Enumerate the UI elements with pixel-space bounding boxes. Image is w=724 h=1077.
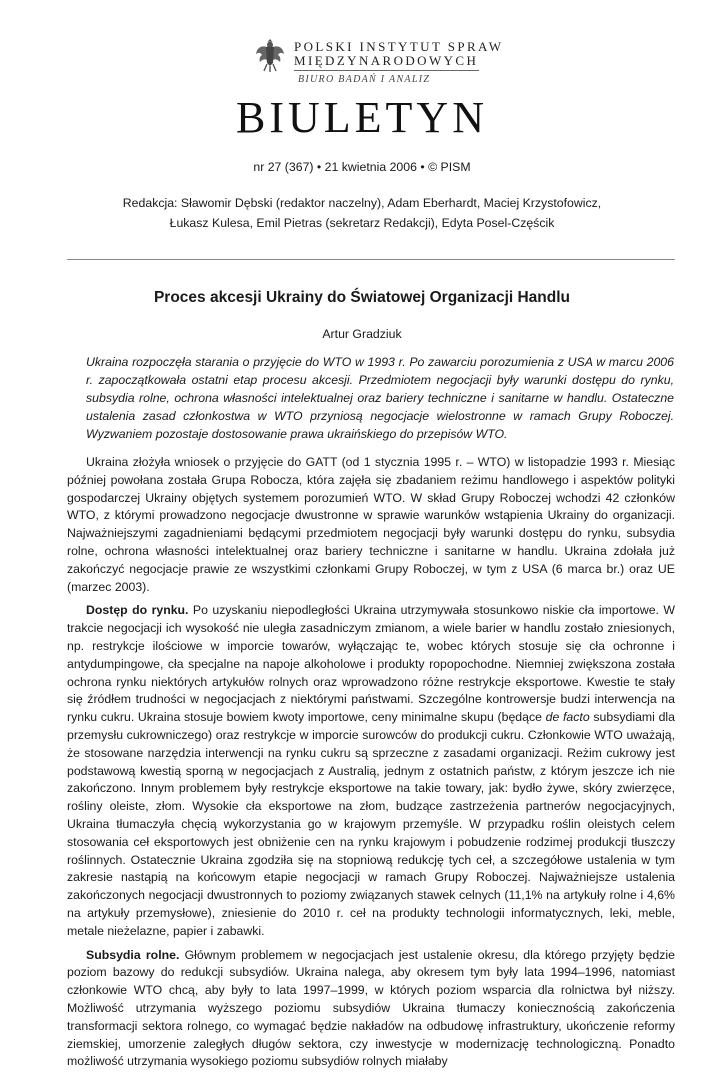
article-abstract: Ukraina rozpoczęła starania o przyjęcie do WTO w 1993 r. Po zawarciu porozumienia z USA w marcu 2006 r. zapoczątkowała ostatni etap procesu akcesji. Przedmiotem negocjacji były warunki dostępu do rynku, subsydia rolne, ochrona własności intelektualnej oraz bariery techniczne i sanitarne w handlu. Ostateczne ustalenia zasad członkostwa w WTO przyniosą negocjacje wielostronne w ramach Grupy Roboczej. Wyzwaniem pozostaje dostosowanie prawa ukraińskiego do przepisów WTO.: [86, 355, 674, 441]
paragraph-3-text: Głównym problemem w negocjacjach jest ustalenie okresu, dla którego przyjęty będzie poziom bazowy do redukcji subsydiów. Ukraina nalega, aby okresem tym były lata 1994–1996, natomiast członkowie WTO chcą, aby były to lata 1997–1999, w których poziom wsparcia dla rolnictwa był niższy. Możliwość utrzymania wyższego poziomu subsydiów Ukraina tłumaczy koniecznością zakończenia transformacji sektora rolnego, co wymagać będzie nakładów na odbudowę infrastruktury, ukończenie reformy ziemskiej, umorzenie zaległych długów sektora, czy inwestycje w modernizację technologiczną. Ponadto możliwość utrzymania wysokiego poziomu subsydiów rolnych miałaby: [67, 947, 675, 1069]
body-paragraph-2: [67, 602, 675, 940]
editors-line-1: Redakcja: Sławomir Dębski (redaktor naczelny), Adam Eberhardt, Maciej Krzystofowicz,: [122, 196, 602, 210]
paragraph-2-italic: de facto: [545, 710, 590, 725]
body-paragraph-3: [67, 947, 675, 1072]
institute-name-line1: POLSKI INSTYTUT SPRAW: [294, 39, 504, 54]
paragraph-2-text-b: subsydiami dla przemysłu cukrowniczego) oraz restrykcje w imporcie surowców do produkcji cukru. Członkowie WTO uważają, że stosowane narzędzia interwencji na rynku cukru są sprzeczne z zasadami organizacji. Reżim cukrowy jest podstawową kwestią sporną w negocjacjach z Australią, jednym z ostatnich państw, z którym jeszcze ich nie zakończono. Innym problemem były restrykcje eksportowe na takie towary, jak: bydło żywe, skóry zwierzęce, rośliny oleiste, złom. Wysokie cła eksportowe na złom, budzące zastrzeżenia partnerów negocjacyjnych, Ukraina tłumaczyła chęcią wykorzystania go w krajowym przemyśle. W przypadku roślin oleistych celem stosowania ceł eksportowych jest obniżenie cen na rynku krajowym i pobudzenie rodzimej produkcji tłuszczy roślinnych. Ostatecznie Ukraina zgodziła się na stopniową redukcję tych ceł, a szczegółowe ustalenia w tym zakresie nastąpią na końcowym etapie negocjacji w ramach Grupy Roboczej. Najważniejsze ustalenia zakończonych negocjacji dwustronnych to poziomy związanych stawek celnych (11,1% na artykuły rolne i 4,6% na artykuły przemysłowe), zniesienie do 2010 r. ceł na produkty technologii informatycznych, leki, meble, metale nieżelazne, papier i zabawki.: [67, 710, 675, 938]
editorial-board: [0, 193, 724, 233]
editors-line-2: Łukasz Kulesa, Emil Pietras (sekretarz Redakcji), Edyta Posel-Częścik: [169, 216, 555, 230]
masthead-divider: [294, 70, 479, 71]
section-heading-subsidies: Subsydia rolne.: [86, 947, 180, 962]
article-title: Proces akcesji Ukrainy do Światowej Organizacji Handlu: [153, 289, 571, 306]
publication-title: BIULETYN: [236, 93, 488, 142]
header-divider: [67, 259, 675, 260]
article-body: [67, 454, 675, 1077]
eagle-emblem-icon: [255, 36, 285, 72]
institute-name-line2: MIĘDZYNARODOWYCH: [294, 53, 479, 68]
paragraph-2-text-a: Po uzyskaniu niepodległości Ukraina utrzymywała stosunkowo niskie cła importowe. W trakcie negocjacji ich wysokość nie uległa zasadniczym zmianom, a wiele barier w handlu zostało zniesionych, np. restrykcje ilościowe w imporcie towarów, wyłączając te, wobec których stosuje się cła ochronne i antydumpingowe, cła specjalne na napoje alkoholowe i produkty ropopochodne. Niemniej zwiększona została ochrona rynku niektórych artykułów rolnych oraz wprowadzono różne restrykcje eksportowe. Kwestie te stały się źródłem trudności w negocjacjach z niektórymi państwami. Szczególne kontrowersje budzi interwencja na rynku cukru. Ukraina stosuje bowiem kwoty importowe, ceny minimalne skupu (będące: [67, 603, 675, 725]
body-paragraph-1: Ukraina złożyła wniosek o przyjęcie do GATT (od 1 stycznia 1995 r. – WTO) w listopadzie 1993 r. Miesiąc później powołana została Grupa Robocza, która zajęła się zbadaniem reżimu handlowego i aspektów polityki gospodarczej Ukrainy objętych systemem porozumień WTO. W skład Grupy Roboczej wchodzi 42 członków WTO, z którymi prowadzono negocjacje dwustronne w sprawie warunków wstąpienia Ukrainy do organizacji. Najważniejszymi zagadnieniami będącymi przedmiotem negocjacji były warunki dostępu do rynku, subsydia rolne, ochrona własności intelektualnej oraz bariery techniczne i sanitarne w handlu. Ukraina zdołała już zakończyć negocjacje prawie ze wszystkimi członkami Grupy Roboczej, w tym z USA (6 marca br.) oraz UE (marzec 2003).: [67, 455, 675, 594]
section-heading-market-access: Dostęp do rynku.: [86, 603, 189, 618]
office-name: BIURO BADAŃ I ANALIZ: [298, 74, 431, 85]
issue-info: nr 27 (367) • 21 kwietnia 2006 • © PISM: [253, 160, 471, 174]
article-author: Artur Gradziuk: [322, 327, 402, 341]
